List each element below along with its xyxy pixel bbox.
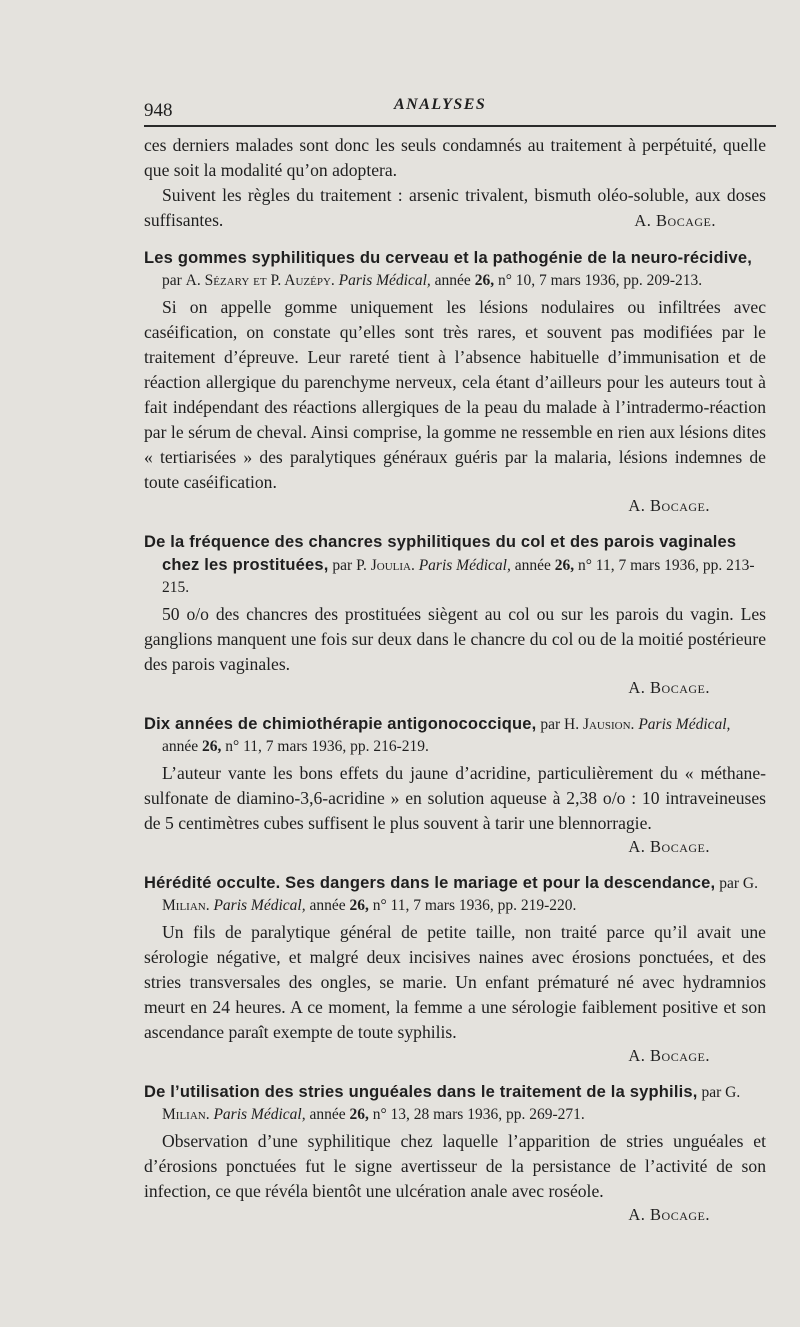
intro-paragraph: ces derniers malades sont donc les seuls condamnés au traitement à perpétuité, quelle que soit la modalité qu’on adoptera. [144,135,766,180]
running-head: ANALYSES [394,96,487,113]
article-title: Hérédité occulte. Ses dangers dans le mariage et pour la descendance, [144,874,716,892]
intro-paragraph-2 [144,183,766,233]
article-2 [144,531,766,699]
article-1 [144,247,766,517]
article-body: Un fils de paralytique général de petite taille, non traité parce qu’il avait une sérologie négative, et malgré deux incisives naines avec érosions ponctuées, et des stries transversales des ongles, se marie. Un enfant prématuré né avec hydramnios meurt en 24 heures. A ce moment, la femme a une sérologie faiblement positive et son ascendance paraît exempte de toute syphilis. [144,922,766,1042]
article-authors: G. Milian. [162,875,758,914]
article-volume: 26, [474,272,495,289]
article-header [144,247,766,292]
signature: A. Bocage. [628,678,710,697]
article-journal: Paris Médical, [634,716,731,733]
article-header [144,1081,766,1126]
article-title: De la fréquence des chancres syphilitiques du col et des parois vaginales chez les prostituées, [144,533,737,574]
header-rule [144,125,776,127]
article-reference: n° 11, 7 mars 1936, pp. 213-215. [162,557,755,596]
article-by: par [536,716,565,733]
signature: A. Bocage. [634,211,716,230]
article-by: par [697,1084,726,1101]
article-title: Les gommes syphilitiques du cerveau et la pathogénie de la neuro-récidive, [144,249,753,267]
article-volume: 26, [349,897,369,914]
article-year-label: année [305,1106,350,1123]
article-journal: Paris Médical, [209,1106,306,1123]
article-authors: A. Sézary et P. Auzépy. [185,272,335,289]
article-by: par [328,557,357,574]
intro-paragraph-2-text: Suivent les règles du traitement : arsenic trivalent, bismuth oléo-soluble, aux doses suffisantes. [144,185,766,230]
article-reference: n° 11, 7 mars 1936, pp. 216-219. [221,738,429,755]
article-authors: P. Joulia. [356,557,415,574]
article-header [144,872,766,917]
article-5 [144,1081,766,1226]
article-by: par [162,272,186,289]
article-title: Dix années de chimiothérapie antigonococcique, [144,715,537,733]
article-volume: 26, [202,738,222,755]
article-title: De l’utilisation des stries unguéales dans le traitement de la syphilis, [144,1083,698,1101]
article-year-label: année [510,557,555,574]
article-year-label: année [430,272,475,289]
article-reference: n° 13, 28 mars 1936, pp. 269-271. [368,1106,585,1123]
article-authors: G. Milian. [162,1084,741,1123]
article-reference: n° 10, 7 mars 1936, pp. 209-213. [494,272,703,289]
article-year-label: année [305,897,350,914]
article-journal: Paris Médical, [414,557,511,574]
page-number: 948 [144,100,173,121]
article-journal: Paris Médical, [334,272,431,289]
intro-continuation [144,133,766,233]
article-header [144,713,766,758]
article-body: L’auteur vante les bons effets du jaune d’acridine, particulièrement du « méthane-sulfonate de diamino-3,6-acridine » en solution aqueuse à 2,38 o/o : 10 intraveineuses de 5 centimètres cubes suffisent le plus souvent à tarir une blennorragie. [144,763,766,833]
signature: A. Bocage. [628,1205,710,1224]
article-4 [144,872,766,1067]
article-journal: Paris Médical, [209,897,306,914]
article-volume: 26, [349,1106,369,1123]
signature: A. Bocage. [628,496,710,515]
signature: A. Bocage. [628,837,710,856]
article-body: 50 o/o des chancres des prostituées siègent au col ou sur les parois du vagin. Les ganglions manquent une fois sur deux dans le chancre du col ou de la moitié postérieure des parois vaginales. [144,604,766,674]
article-body: Observation d’une syphilitique chez laquelle l’apparition de stries unguéales et d’érosions ponctuées fut le signe avertisseur de la persistance de l’activité de son infection, ce que révéla bientôt une ulcération anale avec roséole. [144,1131,766,1201]
article-header [144,531,766,599]
article-by: par [715,875,743,892]
page-header [144,92,766,122]
article-3 [144,713,766,858]
article-authors: H. Jausion. [564,716,635,733]
signature: A. Bocage. [628,1046,710,1065]
article-volume: 26, [554,557,575,574]
article-year-label: année [162,738,203,755]
article-body: Si on appelle gomme uniquement les lésions nodulaires ou infiltrées avec caséification, on constate qu’elles sont très rares, et souvent pas modifiées par le traitement d’épreuve. Leur rareté tient à l’absence habituelle d’immunisation et de réaction allergique du parenchyme nerveux, cela étant d’ailleurs pour les auteurs tout à fait indépendant des réactions allergiques de la peau du malade à l’intradermo-réaction par le sérum de cheval. Ainsi comprise, la gomme ne ressemble en rien aux lésions dites « tertiarisées » des paralytiques généraux guéris par la malaria, lésions indemnes de toute caséification. [144,297,766,492]
article-reference: n° 11, 7 mars 1936, pp. 219-220. [368,897,577,914]
